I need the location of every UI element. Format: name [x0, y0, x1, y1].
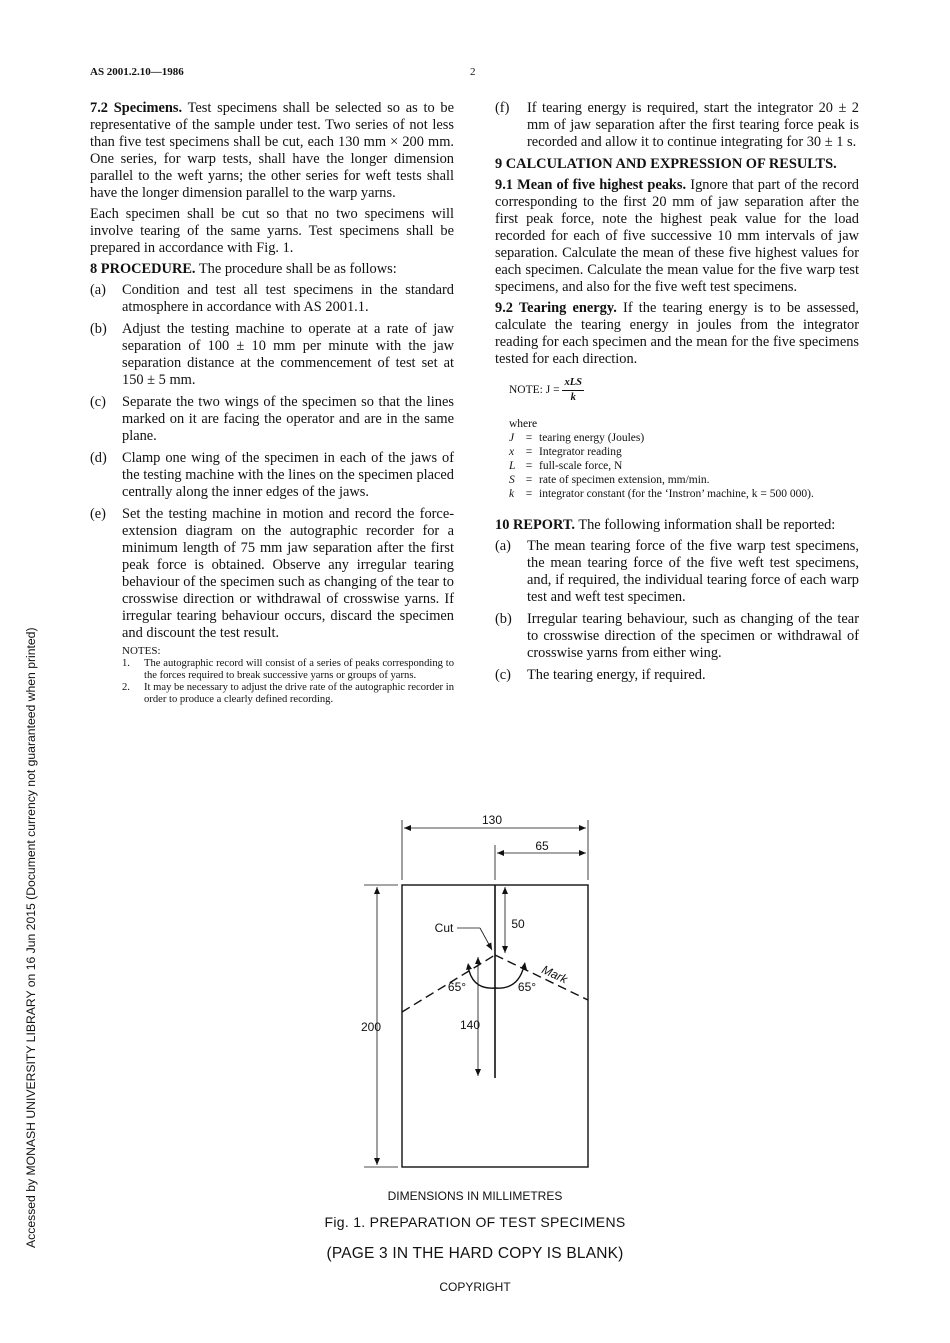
note-1: 1. The autographic record will consist of a series of peaks corresponding to the forces required to break successive yarns or groups of yarns.: [122, 658, 454, 681]
left-angle-label: 65°: [447, 980, 467, 994]
figure-caption: Fig. 1. PREPARATION OF TEST SPECIMENS: [324, 1214, 626, 1230]
mark-line-right: [495, 955, 588, 1000]
section-8-heading: 8 PROCEDURE.: [90, 261, 196, 277]
procedure-item-f: (f) If tearing energy is required, start the integrator 20 ± 2 mm of jaw separation after the first tearing force peak is recorded and allow it to continue integrating for 30 ± 1 s.: [495, 100, 859, 150]
section-10: [495, 517, 859, 534]
right-column: [495, 100, 859, 689]
section-10-intro: The following information shall be reported:: [574, 517, 836, 533]
half-width-dimension-label: 65: [535, 839, 549, 853]
angle-arc: [468, 966, 524, 988]
procedure-item-a: (a) Condition and test all test specimens in the standard atmosphere in accordance with AS 2001.1.: [90, 282, 454, 315]
figure-units-caption: DIMENSIONS IN MILLIMETRES: [387, 1189, 563, 1203]
section-9-2-heading: 9.2 Tearing energy.: [495, 300, 617, 316]
section-9-1: [495, 177, 859, 296]
specimen-diagram: [350, 808, 600, 1178]
section-7-2-heading: 7.2 Specimens.: [90, 100, 183, 116]
formula-variable: S = rate of specimen extension, mm/min.: [509, 474, 710, 486]
report-item-c: (c) The tearing energy, if required.: [495, 667, 706, 683]
section-9-2: [495, 300, 859, 368]
page-number: 2: [470, 66, 476, 78]
formula-prefix: NOTE: J =: [509, 384, 560, 397]
section-7-2-paragraph-2: Each specimen shall be cut so that no two specimens will involve tearing of the same yarns. Test specimens shall be prepared in accordance with Fig. 1.: [90, 206, 454, 256]
section-10-heading: 10 REPORT.: [495, 517, 575, 533]
section-8: [90, 261, 454, 278]
document-number: AS 2001.2.10—1986: [90, 66, 184, 78]
report-item-a: (a) The mean tearing force of the five warp test specimens, the mean tearing force of the five weft test specimens, and, if required, the individual tearing force of each warp test and weft test specimen.: [495, 538, 859, 605]
formula-numerator: xLS: [562, 376, 584, 391]
mark-label: Mark: [539, 962, 570, 987]
cut-label: Cut: [434, 921, 454, 935]
procedure-item-e: (e) Set the testing machine in motion and record the force-extension diagram on the autographic recorder for a minimum length of 75 mm jaw separation after the first peak force is obtained. Observe any irregular tearing behaviour of the specimen such as changing of the tear to crosswise direction or withdrawal of crosswise yarns. If irregular tearing behaviour occurs, discard the specimen and discount the test result.: [90, 506, 454, 641]
formula-variable: k = integrator constant (for the ‘Instron’ machine, k = 500 000).: [509, 488, 814, 500]
section-7-2: [90, 100, 454, 202]
energy-formula: [509, 376, 859, 501]
notes-heading: NOTES:: [122, 645, 161, 657]
width-dimension-label: 130: [481, 813, 503, 827]
cut-length-dimension-label: 140: [459, 1018, 481, 1032]
formula-fraction: [562, 376, 584, 405]
copyright-notice: COPYRIGHT: [439, 1280, 511, 1294]
formula-variable: J = tearing energy (Joules): [509, 432, 645, 444]
report-item-b: (b) Irregular tearing behaviour, such as changing of the tear to crosswise direction of the specimen or withdrawal of crosswise yarns from either wing.: [495, 611, 859, 661]
procedure-item-d: (d) Clamp one wing of the specimen in each of the jaws of the testing machine with the lines on the specimen placed centrally along the inner edges of the jaws.: [90, 450, 454, 500]
section-9-heading: 9 CALCULATION AND EXPRESSION OF RESULTS.: [495, 156, 837, 172]
access-watermark: Accessed by MONASH UNIVERSITY LIBRARY on 16 Jun 2015 (Document currency not guaranteed when printed): [24, 627, 38, 1248]
note-2: 2. It may be necessary to adjust the drive rate of the autographic recorder in order to produce a clearly defined recording.: [122, 682, 454, 705]
section-9-2-text: If the tearing energy is to be assessed, calculate the tearing energy in joules from the integrator reading for each specimen and the mean for the five specimens tested for each direction.: [495, 300, 859, 367]
section-9-1-text: Ignore that part of the record corresponding to the first 20 mm of jaw separation after the first peak force, note the highest peak value for the load recorded for each of five successive 10 mm intervals of jaw separation. Calculate the mean of these five highest values for each specimen. Calculate the mean value for the five warp test specimens, and also for the five weft test specimens.: [495, 177, 859, 295]
section-8-intro: The procedure shall be as follows:: [195, 261, 397, 277]
height-dimension-label: 200: [360, 1020, 382, 1034]
formula-variable: x = Integrator reading: [509, 446, 622, 458]
procedure-item-c: (c) Separate the two wings of the specimen so that the lines marked on it are facing the operator and are in the same plane.: [90, 394, 454, 444]
formula-denominator: k: [570, 392, 576, 403]
right-angle-label: 65°: [517, 980, 537, 994]
section-7-2-text: Test specimens shall be selected so as to be representative of the sample under test. Two series of not less than five test specimens shall be cut, each 130 mm × 200 mm. One series, for warp tests, shall have the longer dimension parallel to the weft yarns; the other series for weft tests shall have the longer dimension parallel to the warp yarns.: [90, 100, 454, 201]
left-column: [90, 100, 454, 706]
cut-top-dimension-label: 50: [511, 917, 525, 931]
procedure-item-b: (b) Adjust the testing machine to operate at a rate of jaw separation of 100 ± 10 mm per minute with the jaw separation distance at the commencement of test set at 150 ± 5 mm.: [90, 321, 454, 388]
formula-where: where: [509, 418, 538, 430]
section-9-1-heading: 9.1 Mean of five highest peaks.: [495, 177, 687, 193]
formula-variable: L = full-scale force, N: [509, 460, 623, 472]
blank-page-note: (PAGE 3 IN THE HARD COPY IS BLANK): [326, 1245, 624, 1262]
